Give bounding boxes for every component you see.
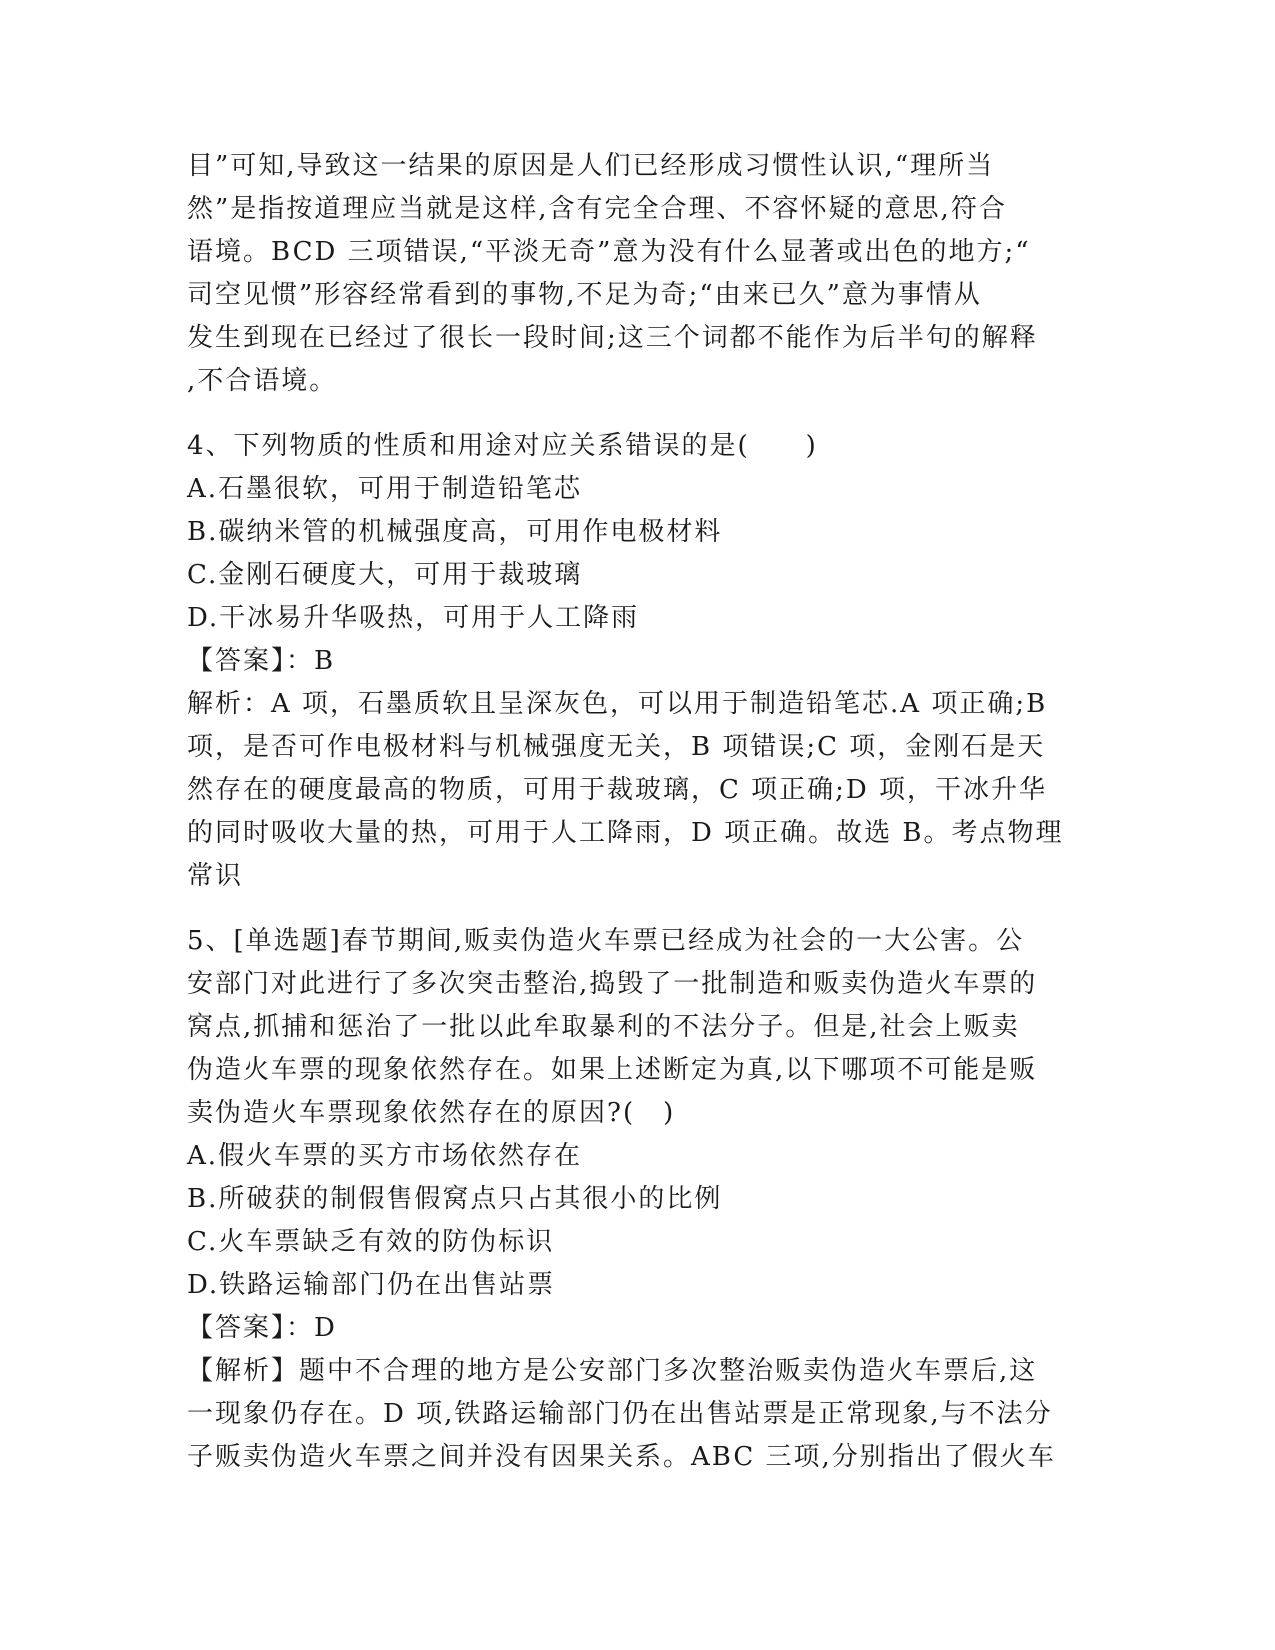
option-a: A.石墨很软，可用于制造铅笔芯 (187, 474, 583, 504)
option-b: B.所破获的制假售假窝点只占其很小的比例 (187, 1184, 723, 1214)
option-c: C.火车票缺乏有效的防伪标识 (187, 1227, 555, 1257)
question-stem: 4、下列物质的性质和用途对应关系错误的是( ) (187, 431, 818, 461)
analysis-line: 常识 (187, 861, 244, 891)
question-stem: 5、[单选题]春节期间,贩卖伪造火车票已经成为社会的一大公害。公 (187, 926, 1025, 956)
text-line: 发生到现在已经过了很长一段时间;这三个词都不能作为后半句的解释 (187, 323, 1038, 353)
question-stem: 卖伪造火车票现象依然存在的原因?( ) (187, 1098, 676, 1128)
text-line: 语境。BCD 三项错误,“平淡无奇”意为没有什么显著或出色的地方;“ (187, 237, 1031, 267)
text-line: 司空见惯”形容经常看到的事物,不足为奇;“由来已久”意为事情从 (187, 280, 982, 310)
analysis-line: 解析：A 项，石墨质软且呈深灰色，可以用于制造铅笔芯.A 项正确;B (187, 689, 1048, 719)
previous-analysis-continuation (187, 145, 1087, 403)
question-stem: 安部门对此进行了多次突击整治,捣毁了一批制造和贩卖伪造火车票的 (187, 969, 1038, 999)
document-page (187, 145, 1087, 1479)
answer-line: 【答案】：D (187, 1313, 337, 1343)
text-line: 然”是指按道理应当就是这样,含有完全合理、不容怀疑的意思,符合 (187, 194, 1007, 224)
option-d: D.铁路运输部门仍在出售站票 (187, 1270, 556, 1300)
analysis-line: 一现象仍存在。D 项,铁路运输部门仍在出售站票是正常现象,与不法分 (187, 1399, 1053, 1429)
option-b: B.碳纳米管的机械强度高，可用作电极材料 (187, 517, 723, 547)
text-line: 目”可知,导致这一结果的原因是人们已经形成习惯性认识,“理所当 (187, 151, 995, 181)
spacer (187, 898, 1087, 920)
question-stem: 伪造火车票的现象依然存在。如果上述断定为真,以下哪项不可能是贩 (187, 1055, 1038, 1085)
spacer (187, 403, 1087, 425)
question-4 (187, 425, 1087, 898)
text-line: ,不合语境。 (187, 366, 338, 396)
option-a: A.假火车票的买方市场依然存在 (187, 1141, 583, 1171)
analysis-line: 子贩卖伪造火车票之间并没有因果关系。ABC 三项,分别指出了假火车 (187, 1442, 1056, 1472)
question-stem: 窝点,抓捕和惩治了一批以此牟取暴利的不法分子。但是,社会上贩卖 (187, 1012, 1020, 1042)
analysis-line: 然存在的硬度最高的物质，可用于裁玻璃，C 项正确;D 项，干冰升华 (187, 775, 1048, 805)
analysis-line: 项，是否可作电极材料与机械强度无关，B 项错误;C 项，金刚石是天 (187, 732, 1046, 762)
option-d: D.干冰易升华吸热，可用于人工降雨 (187, 603, 640, 633)
answer-line: 【答案】：B (187, 646, 336, 676)
analysis-line: 的同时吸收大量的热，可用于人工降雨，D 项正确。故选 B。考点物理 (187, 818, 1064, 848)
question-5 (187, 920, 1087, 1479)
analysis-line: 【解析】题中不合理的地方是公安部门多次整治贩卖伪造火车票后,这 (187, 1356, 1038, 1386)
option-c: C.金刚石硬度大，可用于裁玻璃 (187, 560, 583, 590)
